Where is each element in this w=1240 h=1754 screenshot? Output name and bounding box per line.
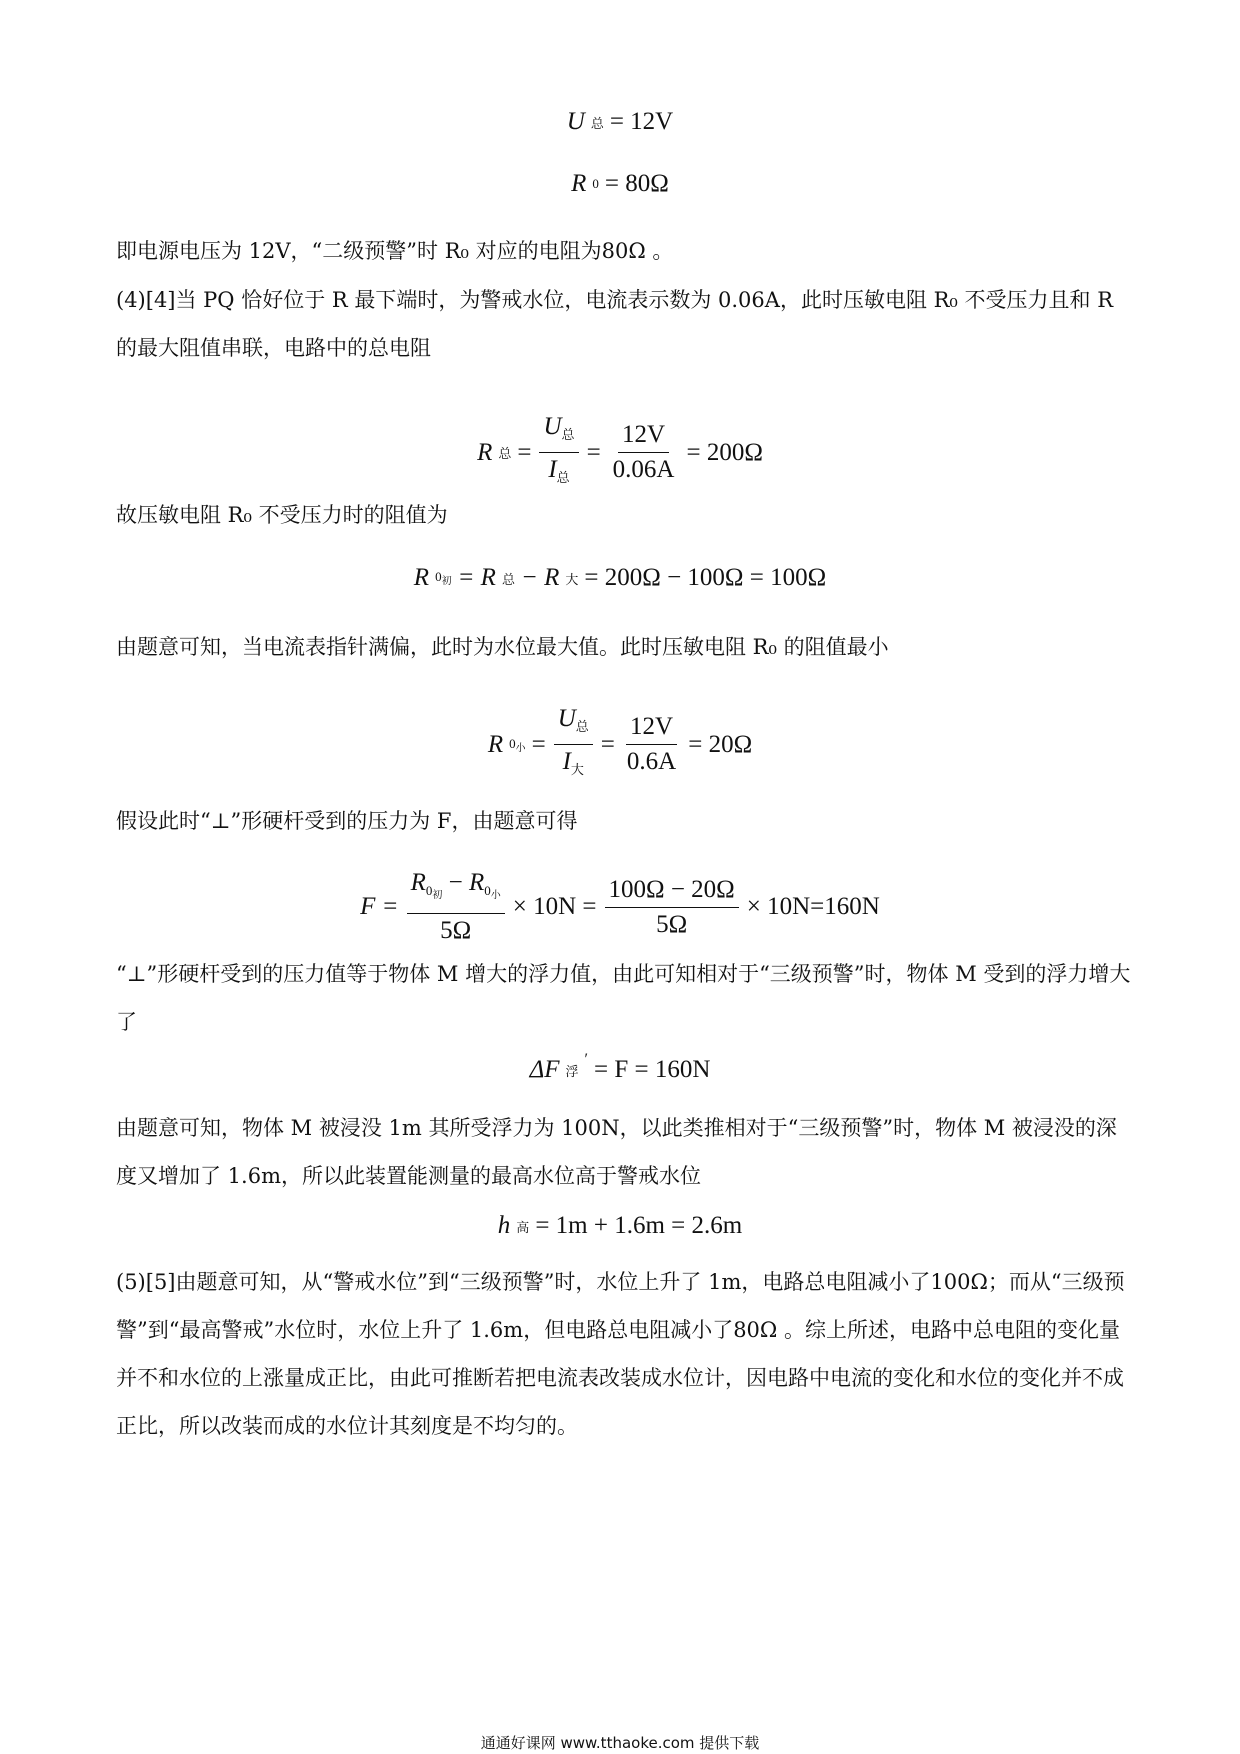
paragraph-2: (4)[4]当 PQ 恰好位于 R 最下端时，为警戒水位，电流表示数为 0.06A，此时压敏电阻 R₀ 不受压力且和 R 的最大阻值串联，电路中的总电阻 [116,288,1114,360]
var-u: U [566,108,585,135]
subscript: 总 [575,719,589,734]
equation-result: = 200Ω [686,438,763,466]
paragraph-1: 即电源电压为 12V，“二级预警”时 R₀ 对应的电阻为80Ω 。 [116,239,674,263]
subscript: 总 [590,115,604,131]
numerator: 12V [618,420,669,453]
equation-rhs: = 80Ω [604,170,669,197]
var-delta-f: ΔF [529,1056,560,1083]
denominator: 5Ω [440,917,472,944]
subscript [425,883,443,901]
subscript: 总 [561,427,575,442]
subscript: 总 [498,446,512,461]
equals-sign: = [517,438,532,466]
page-footer: 通通好课网 www.tthaoke.com 提供下载 [480,1734,760,1752]
term-r-max: − R [520,564,560,591]
multiply-term: × 10N = [512,893,597,920]
subscript: 总 [501,571,515,587]
subscript-nested: 小 [515,742,526,754]
subscript: 总 [556,470,570,485]
var-u: U [557,705,576,732]
equation-total-voltage [0,108,1240,136]
subscript: 0 [592,176,599,191]
paragraph-3: 故压敏电阻 R₀ 不受压力时的阻值为 [116,503,448,527]
subscript-main: 0 [435,569,442,584]
denominator [559,745,588,785]
numerator [539,412,578,453]
var-r: R [410,869,426,896]
equation-rhs: = 1m + 1.6m = 2.6m [535,1212,743,1239]
paragraph-7: 由题意可知，物体 M 被浸没 1m 其所受浮力为 100N，以此类推相对于“三级预警”时，物体 M 被浸没的深度又增加了 1.6m，所以此装置能测量的最高水位高于警戒水位 [116,1116,1117,1188]
paragraph-6: “⊥”形硬杆受到的压力值等于物体 M 增大的浮力值，由此可知相对于“三级预警”时，物体 M 受到的浮力增大了 [116,962,1131,1034]
subscript: 高 [516,1219,530,1235]
subscript: 大 [570,762,584,777]
equation-r0-value [0,170,1240,198]
denominator: 5Ω [656,910,688,938]
var-r: R [477,438,493,466]
var-r: R [468,869,485,896]
equation-force [0,868,1240,946]
numerator [554,704,593,745]
denominator: 0.06A [612,456,675,483]
denominator [544,453,573,493]
equation-max-height [0,1212,1240,1240]
paragraph-5: 假设此时“⊥”形硬杆受到的压力为 F，由题意可得 [116,809,578,833]
fraction-symbolic [554,704,593,785]
fraction-numeric [605,875,739,940]
equation-r0-initial [0,564,1240,592]
fraction-numeric [623,712,680,777]
var-h: h [497,1212,511,1239]
equation-rhs: = F = 160N [594,1056,711,1083]
var-i: I [562,748,571,775]
equals-sign: = [586,438,601,466]
numerator: 12V [626,712,677,745]
subscript-main: 0 [425,883,433,898]
equation-buoyancy-increase [0,1051,1240,1084]
prime-mark: ′ [584,1051,589,1068]
equals-sign: = [600,730,615,758]
fraction-numeric [609,420,679,485]
subscript: 浮 [565,1063,579,1079]
term-r-total: = R [457,564,496,591]
equation-result: = 20Ω [688,730,753,758]
minus-sign: − [448,869,463,896]
fraction-symbolic [407,868,505,946]
equation-total-resistance [0,412,1240,493]
subscript-main: 0 [509,735,516,751]
denominator: 0.6A [626,748,677,775]
var-r: R [413,564,430,591]
var-r: R [487,730,504,758]
numerator [407,868,505,914]
subscript [435,569,452,587]
equation-rhs: = 12V [609,108,674,135]
subscript-nested: 初 [441,576,452,587]
subscript-nested: 初 [432,890,443,901]
equals-sign: = [531,730,546,758]
force-lhs: F = [360,893,399,920]
var-r: R [571,170,587,197]
equation-r0-min [0,704,1240,785]
subscript [509,736,526,754]
equation-result: = 200Ω − 100Ω = 100Ω [584,564,827,591]
subscript-nested: 小 [490,890,501,901]
subscript-main: 0 [484,883,491,898]
equation-result: × 10N=160N [746,893,880,920]
var-i: I [548,456,557,483]
subscript: 大 [565,571,579,587]
paragraph-8: (5)[5]由题意可知，从“警戒水位”到“三级预警”时，水位上升了 1m，电路总电阻减小了100Ω；而从“三级预警”到“最高警戒”水位时，水位上升了 1.6m，但电路总电阻减小了80Ω 。综上所述，电路中总电阻的变化量并不和水位的上涨量成正比，由此可推断若把电流表改装成水位计，因电路中电流的变化和水位的变化并不成正比，所以改装而成的水位计其刻度是不均匀的。 [116,1270,1125,1438]
fraction-symbolic [539,412,578,493]
subscript [484,883,501,901]
numerator: 100Ω − 20Ω [605,875,739,908]
paragraph-4: 由题意可知，当电流表指针满偏，此时为水位最大值。此时压敏电阻 R₀ 的阻值最小 [116,635,889,659]
var-u: U [543,413,562,440]
